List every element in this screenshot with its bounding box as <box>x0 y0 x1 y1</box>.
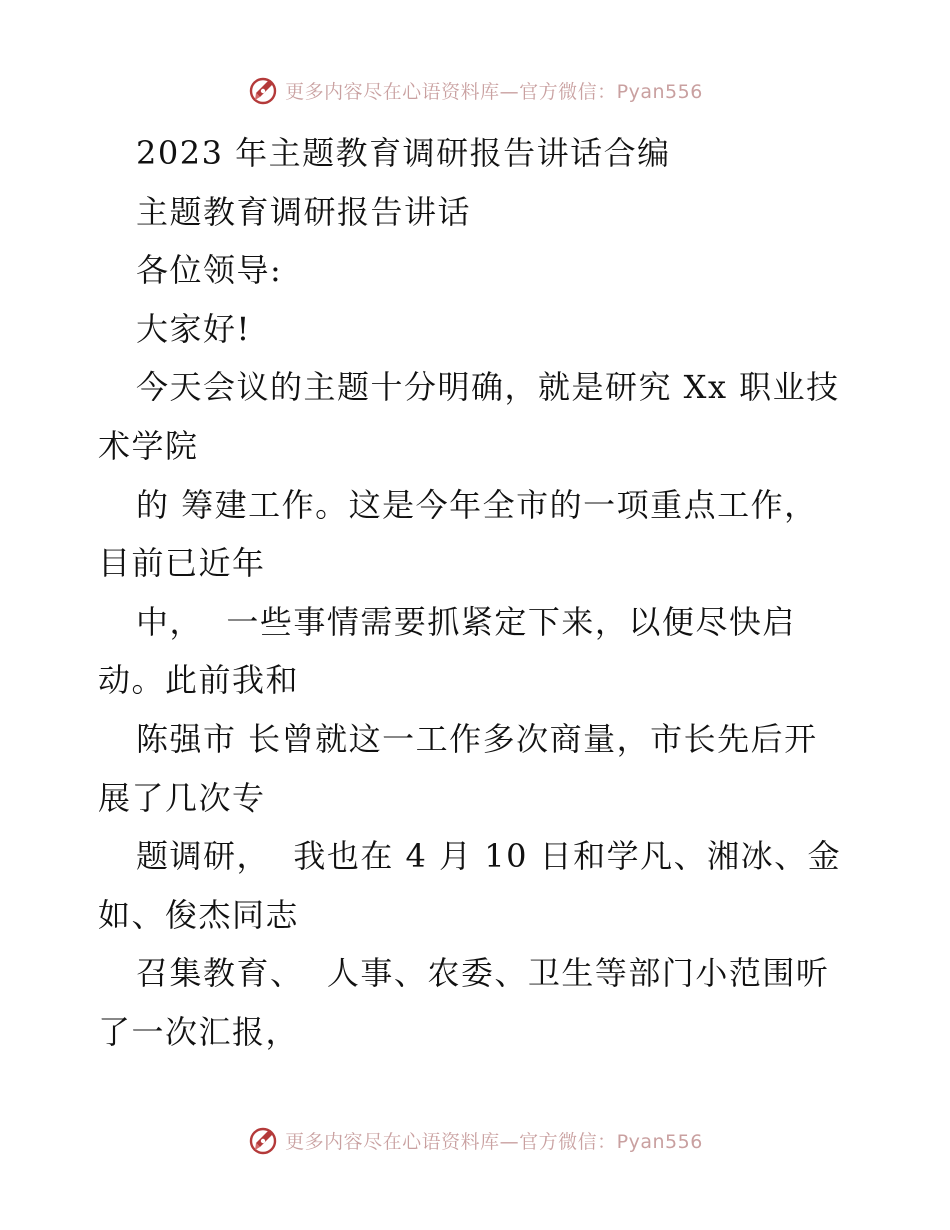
text-line: 2023 年主题教育调研报告讲话合编 <box>136 134 671 172</box>
text-line: 各位领导: <box>136 251 283 290</box>
text-line: 题调研， 我也在 4 月 10 日和学凡、湘冰、金 <box>136 837 842 876</box>
text-line: 展了几次专 <box>98 778 266 817</box>
header-watermark <box>0 70 950 110</box>
text-line: 的 筹建工作。这是今年全市的一项重点工作， <box>136 485 818 524</box>
document-body <box>98 124 858 1062</box>
text-line: 大家好! <box>136 309 251 348</box>
text-line: 了一次汇报， <box>98 1012 300 1051</box>
text-line: 如、俊杰同志 <box>98 895 300 934</box>
text-line: 术学院 <box>98 426 199 465</box>
text-line: 召集教育、 人事、农委、卫生等部门小范围听 <box>136 954 830 993</box>
text-line: 今天会议的主题十分明确，就是研究 Xx 职业技 <box>136 368 840 407</box>
watermark-text: 更多内容尽在心语资料库—官方微信：Pyan556 <box>285 80 703 103</box>
pen-seal-logo-icon <box>247 73 281 107</box>
text-line: 陈强市 长曾就这一工作多次商量，市长先后开 <box>136 719 818 758</box>
pen-seal-logo-icon <box>247 1123 281 1157</box>
text-line: 中， 一些事情需要抓紧定下来，以便尽快启 <box>136 602 796 641</box>
watermark-text: 更多内容尽在心语资料库—官方微信：Pyan556 <box>285 1130 703 1153</box>
text-line: 主题教育调研报告讲话 <box>136 192 472 231</box>
footer-watermark <box>0 1120 950 1160</box>
text-line: 目前已近年 <box>98 544 266 583</box>
text-line: 动。此前我和 <box>98 661 300 700</box>
